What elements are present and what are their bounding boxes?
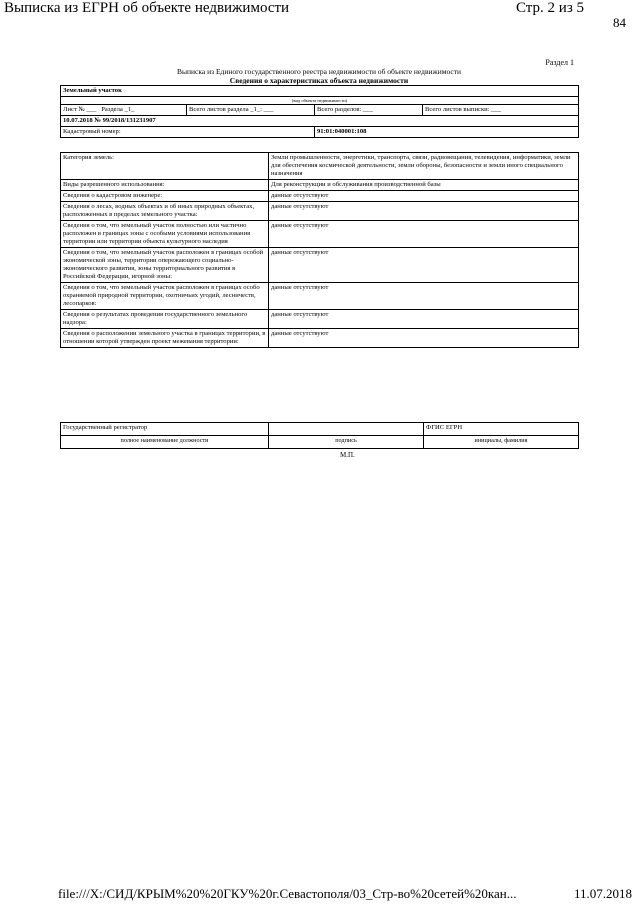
sheet-number: 84	[613, 15, 626, 30]
characteristic-row	[61, 221, 579, 248]
stamp-label: М.П.	[340, 451, 355, 459]
characteristic-label: Сведения о том, что земельный участок расположен в границах особой экономической зоны, территории опережающего социально-экономического развития, зоны территориального развития в Российской Федерации, игорной зоны:	[61, 248, 269, 283]
characteristic-row	[61, 202, 579, 221]
characteristic-label: Сведения о том, что земельный участок полностью или частично расположен в границах зоны с особыми условиями использования территории или территории объекта культурного наследия	[61, 221, 269, 248]
characteristic-row	[61, 248, 579, 283]
document-subtitle: Сведения о характеристиках объекта недвижимости	[229, 76, 409, 85]
object-type-caption: (вид объекта недвижимости)	[61, 97, 579, 105]
caption-signature: подпись	[269, 436, 424, 449]
print-header-title: Выписка из ЕГРН об объекте недвижимости	[4, 0, 290, 16]
total-section-sheets: Всего листов раздела _1_: ___	[187, 105, 315, 116]
characteristic-row	[61, 180, 579, 191]
extract-date-number: 10.07.2018 № 99/2018/131231907	[61, 116, 579, 127]
cadastral-number-label: Кадастровый номер:	[61, 127, 315, 138]
characteristic-label: Сведения о том, что земельный участок расположен в границах особо охраняемой природной территории, охотничьих угодий, лесничеств, лесопарков:	[61, 283, 269, 310]
file-path: file:///X:/СИД/КРЫМ%20%20ГКУ%20г.Севастополя/03_Стр-во%20сетей%20кан...	[58, 886, 517, 901]
characteristic-label: Сведения о кадастровом инженере:	[61, 191, 269, 202]
registrar-signature	[269, 423, 424, 436]
cadastral-number-value: 91:01:040001:108	[315, 127, 579, 138]
characteristic-value: данные отсутствуют	[269, 248, 579, 283]
characteristic-value: Земли промышленности, энергетики, транспорта, связи, радиовещания, телевидения, информатики, земли для обеспечения космической деятельности, земли обороны, безопасности и земли иного специального назначения	[269, 153, 579, 180]
print-header-page: Стр. 2 из 5	[516, 0, 584, 16]
characteristic-value: данные отсутствуют	[269, 202, 579, 221]
characteristic-row	[61, 310, 579, 329]
caption-position: полное наименование должности	[61, 436, 269, 449]
characteristic-value: Для реконструкции и обслуживания производственной базы	[269, 180, 579, 191]
characteristic-label: Сведения о результатах проведения государственного земельного надзора:	[61, 310, 269, 329]
characteristic-value: данные отсутствуют	[269, 221, 579, 248]
section-no: Раздела _1_	[101, 106, 135, 113]
caption-initials: инициалы, фамилия	[424, 436, 579, 449]
total-sections: Всего разделов: ___	[315, 105, 423, 116]
characteristic-row	[61, 191, 579, 202]
sheet-section-number	[61, 105, 187, 116]
characteristic-row	[61, 329, 579, 348]
registrar-initials: ФГИС ЕГРН	[424, 423, 579, 436]
total-extract-sheets: Всего листов выписки: ___	[423, 105, 579, 116]
characteristic-value: данные отсутствуют	[269, 283, 579, 310]
object-type: Земельный участок	[61, 86, 579, 97]
characteristic-row	[61, 283, 579, 310]
characteristic-label: Категория земель:	[61, 153, 269, 180]
object-info-table	[60, 85, 579, 138]
characteristic-value: данные отсутствуют	[269, 310, 579, 329]
characteristic-row	[61, 153, 579, 180]
characteristic-label: Сведения о расположении земельного участка в границах территории, в отношении которой утвержден проект межевания территории:	[61, 329, 269, 348]
characteristic-label: Сведения о лесах, водных объектах и об иных природных объектах, расположенных в пределах земельного участка:	[61, 202, 269, 221]
characteristic-label: Виды разрешенного использования:	[61, 180, 269, 191]
signature-table	[60, 422, 579, 449]
characteristics-table	[60, 152, 579, 348]
registrar-position: Государственный регистратор	[61, 423, 269, 436]
sheet-no: Лист № ___	[63, 106, 97, 113]
print-footer	[58, 886, 632, 902]
document-title: Выписка из Единого государственного реестра недвижимости об объекте недвижимости	[176, 67, 462, 76]
characteristic-value: данные отсутствуют	[269, 329, 579, 348]
characteristic-value: данные отсутствуют	[269, 191, 579, 202]
section-label: Раздел 1	[545, 58, 574, 67]
print-date: 11.07.2018	[570, 886, 632, 902]
